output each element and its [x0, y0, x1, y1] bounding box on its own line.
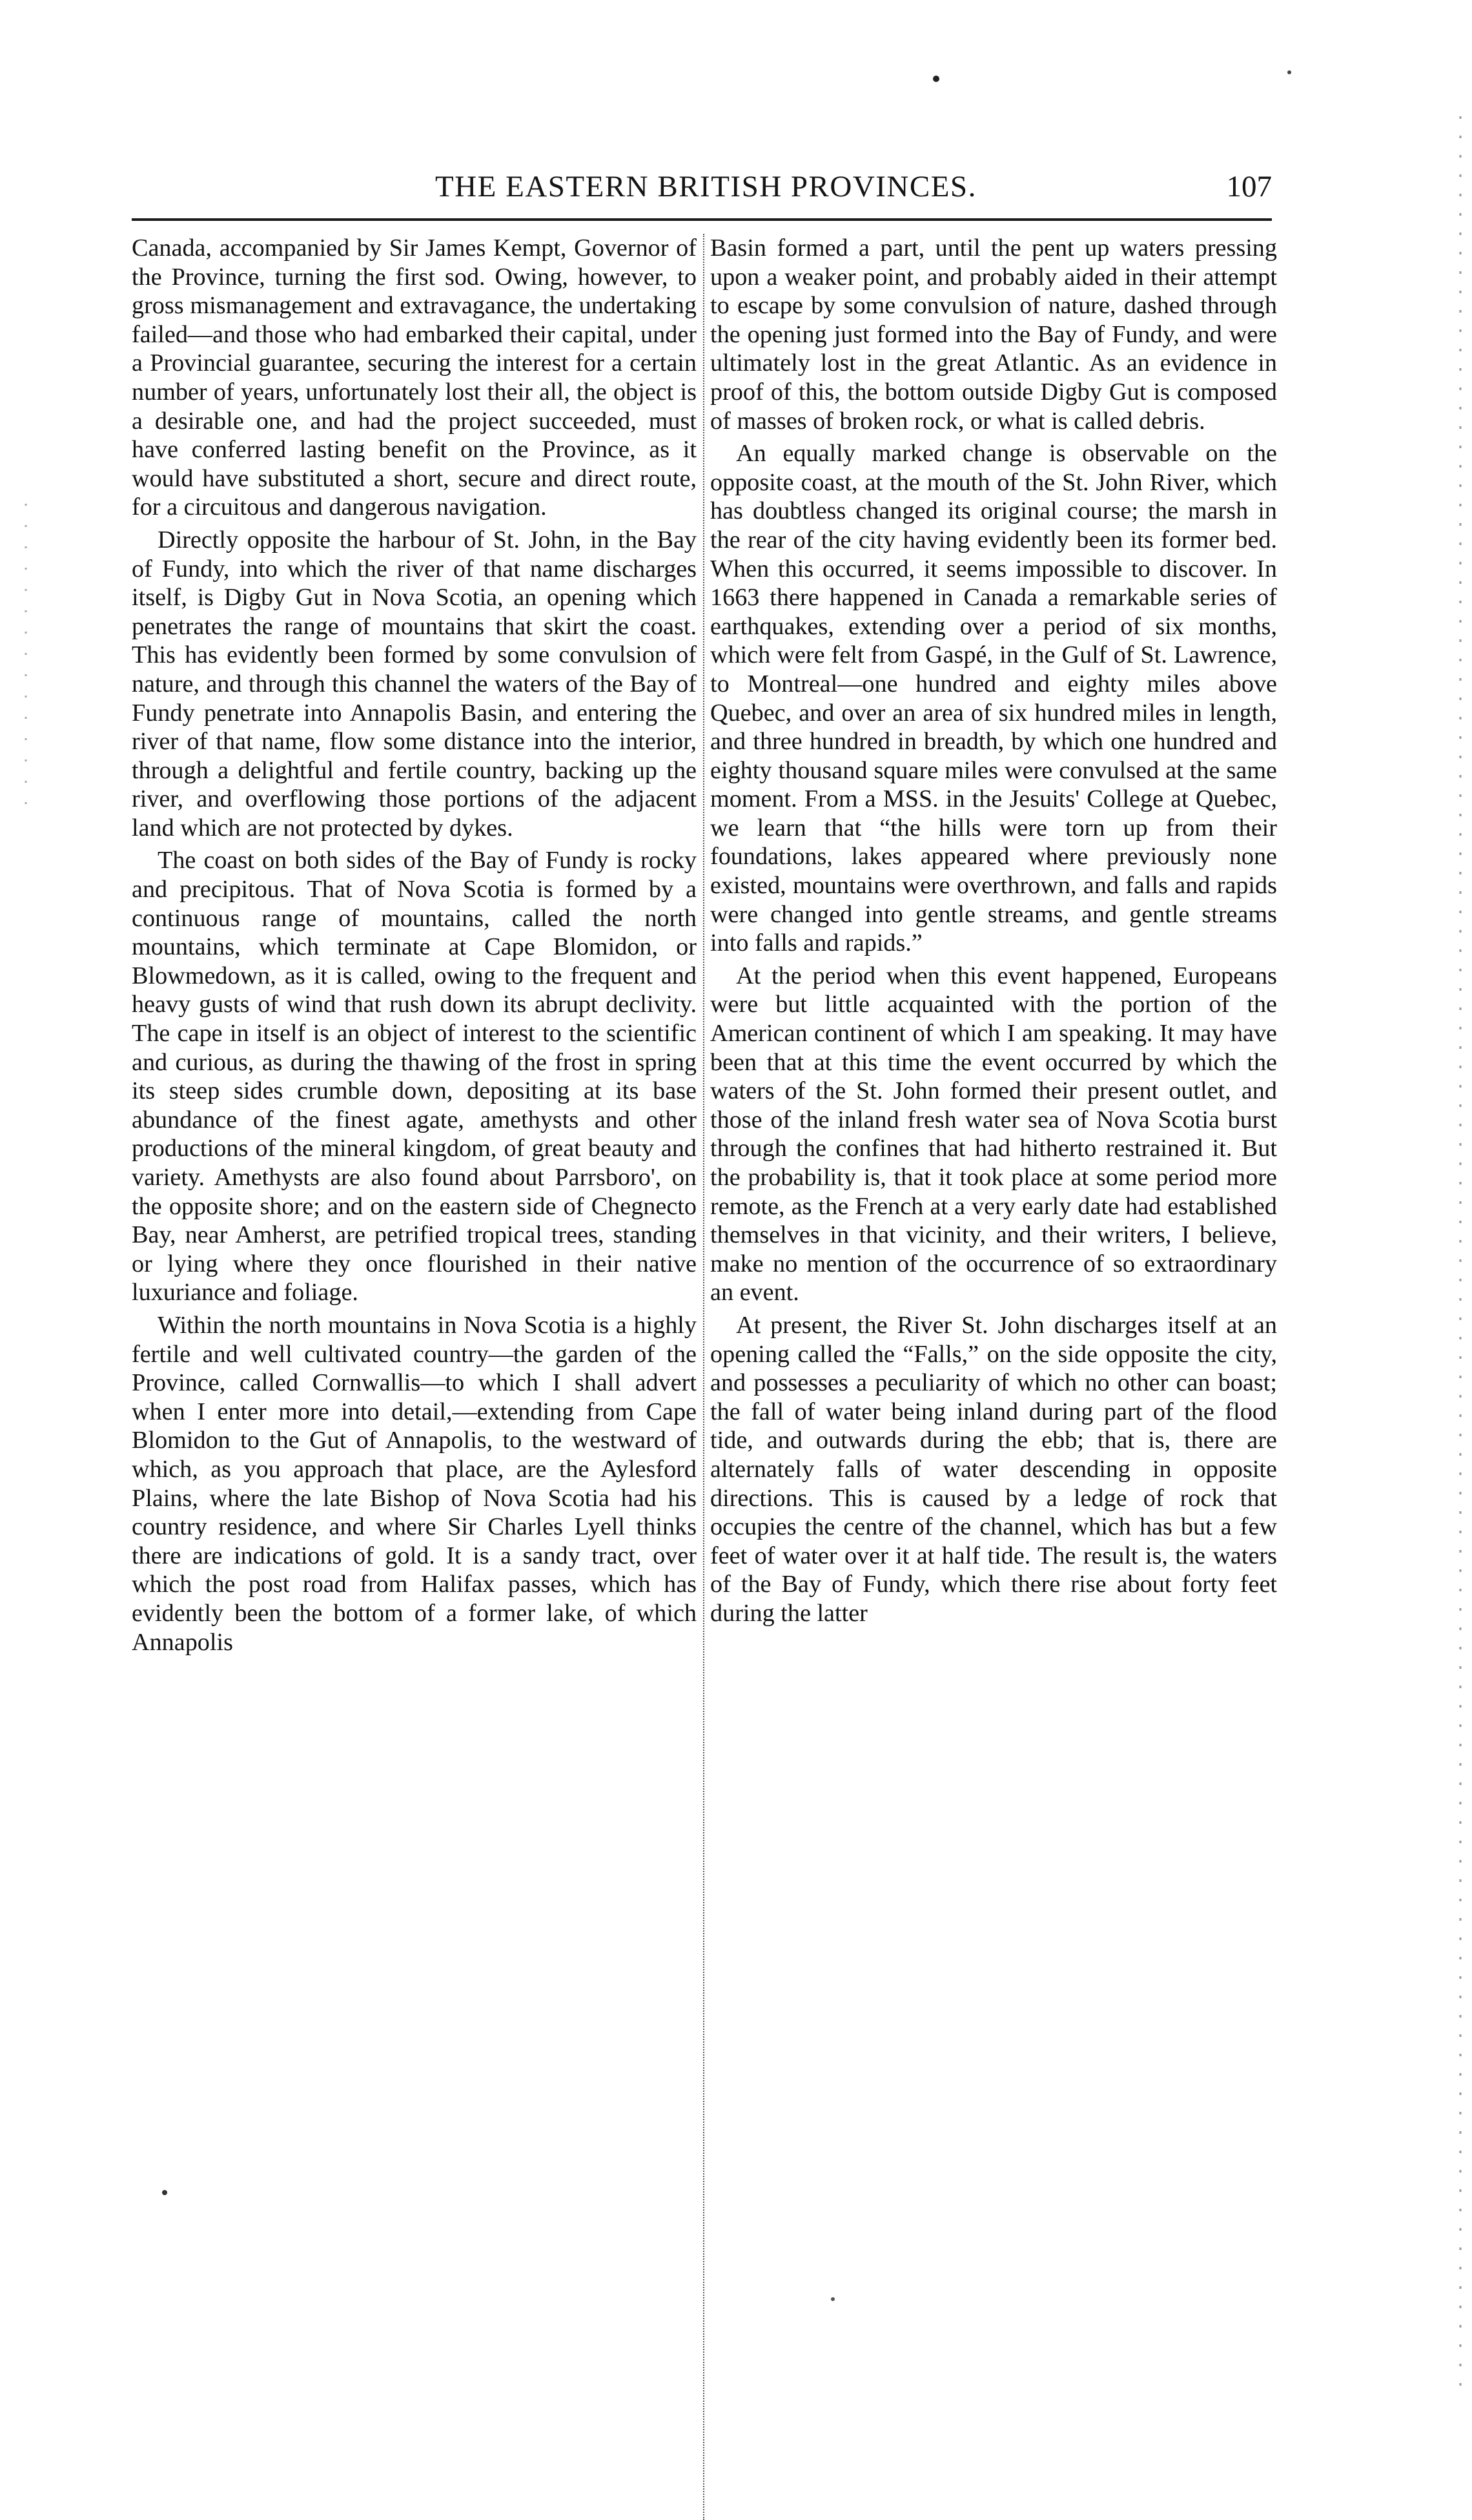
paragraph: At the period when this event happened, Europeans were but little acquainted with the portion of the American continent of which I am speaking. It may have been that at this time the event occurred by which the waters of the St. John formed their present outlet, and those of the inland fresh water sea of Nova Scotia burst through the confines that had hitherto restrained it. But the probability is, that it took place at some period more remote, as the French at a very early date had established themselves in that vicinity, and their writers, I believe, make no mention of the occurrence of so extraordinary an event. — [710, 962, 1277, 1306]
scan-speck — [1287, 70, 1291, 74]
scan-speck — [831, 2297, 835, 2301]
paragraph: Directly opposite the harbour of St. John, in the Bay of Fundy, into which the river of that name discharges itself, is Digby Gut in Nova Scotia, an opening which penetrates the range of mountains that skirt the coast. This has evidently been formed by some convulsion of nature, and through this channel the waters of the Bay of Fundy penetrate into Annapolis Basin, and entering the river of that name, flow some distance into the interior, through a delightful and fertile country, backing up the river, and overflowing those portions of the adjacent land which are not protected by dykes. — [132, 526, 697, 842]
page-number: 107 — [1226, 170, 1272, 203]
page-header — [132, 169, 1272, 211]
paragraph: Within the north mountains in Nova Scotia is a highly fertile and well cultivated country—the garden of the Province, called Cornwallis—to which I shall advert when I enter more into detail,—extending from Cape Blomidon to the Gut of Annapolis, to the westward of which, as you approach that place, are the Aylesford Plains, where the late Bishop of Nova Scotia had his country residence, and where Sir Charles Lyell thinks there are indications of gold. It is a sandy tract, over which the post road from Halifax passes, which has evidently been the bottom of a former lake, of which Annapolis — [132, 1311, 697, 1656]
left-column — [132, 234, 697, 1657]
right-column — [710, 234, 1277, 1628]
paragraph: Basin formed a part, until the pent up waters pressing upon a weaker point, and probably aided in their attempt to escape by some convulsion of nature, dashed through the opening just formed into the Bay of Fundy, and were ultimately lost in the great Atlantic. As an evidence in proof of this, the bottom outside Digby Gut is composed of masses of broken rock, or what is called debris. — [710, 234, 1277, 435]
paragraph: An equally marked change is observable on the opposite coast, at the mouth of the St. John River, which has doubtless changed its original course; the marsh in the rear of the city having evidently been its former bed. When this occurred, it seems impossible to discover. In 1663 there happened in Canada a remarkable series of earthquakes, extending over a period of six months, which were felt from Gaspé, in the Gulf of St. Lawrence, to Montreal—one hundred and eighty miles above Quebec, and over an area of six hundred miles in length, and three hundred in breadth, by which one hundred and eighty thousand square miles were convulsed at the same moment. From a MSS. in the Jesuits' College at Quebec, we learn that “the hills were torn up from their foundations, lakes appeared where previously none existed, mountains were overthrown, and falls and rapids were changed into gentle streams, and gentle streams into falls and rapids.” — [710, 440, 1277, 957]
column-divider — [703, 234, 704, 2520]
paragraph: At present, the River St. John discharges itself at an opening called the “Falls,” on the side opposite the city, and possesses a peculiarity of which no other can boast; the fall of water being inland during part of the flood tide, and outwards during the ebb; that is, there are alternately falls of water descending in opposite directions. This is caused by a ledge of rock that occupies the centre of the channel, which has but a few feet of water over it at half tide. The result is, the waters of the Bay of Fundy, which there rise about forty feet during the latter — [710, 1311, 1277, 1627]
paragraph: The coast on both sides of the Bay of Fundy is rocky and precipitous. That of Nova Scotia is formed by a continuous range of mountains, called the north mountains, which terminate at Cape Blomidon, or Blowmedown, as it is called, owing to the frequent and heavy gusts of wind that rush down its abrupt declivity. The cape in itself is an object of interest to the scientific and curious, as during the thawing of the frost in spring its steep sides crumble down, depositing at its base abundance of the finest agate, amethysts and other productions of the mineral kingdom, of great beauty and variety. Amethysts are also found about Parrsboro', on the opposite shore; and on the eastern side of Chegnecto Bay, near Amherst, are petrified tropical trees, standing or lying where they once flourished in their native luxuriance and foliage. — [132, 847, 697, 1306]
header-rule — [132, 218, 1272, 221]
scan-speck — [162, 2190, 167, 2195]
paragraph: Canada, accompanied by Sir James Kempt, Governor of the Province, turning the first sod. Owing, however, to gross mismanagement and extravagance, the undertaking failed—and those who had embarked their capital, under a Provincial guarantee, securing the interest for a certain number of years, unfortunately lost their all, the object is a desirable one, and had the project succeeded, must have conferred lasting benefit on the Province, as it would have substituted a short, secure and direct route, for a circuitous and dangerous navigation. — [132, 234, 697, 521]
scan-speck — [933, 76, 939, 82]
running-title: THE EASTERN BRITISH PROVINCES. — [435, 170, 977, 203]
